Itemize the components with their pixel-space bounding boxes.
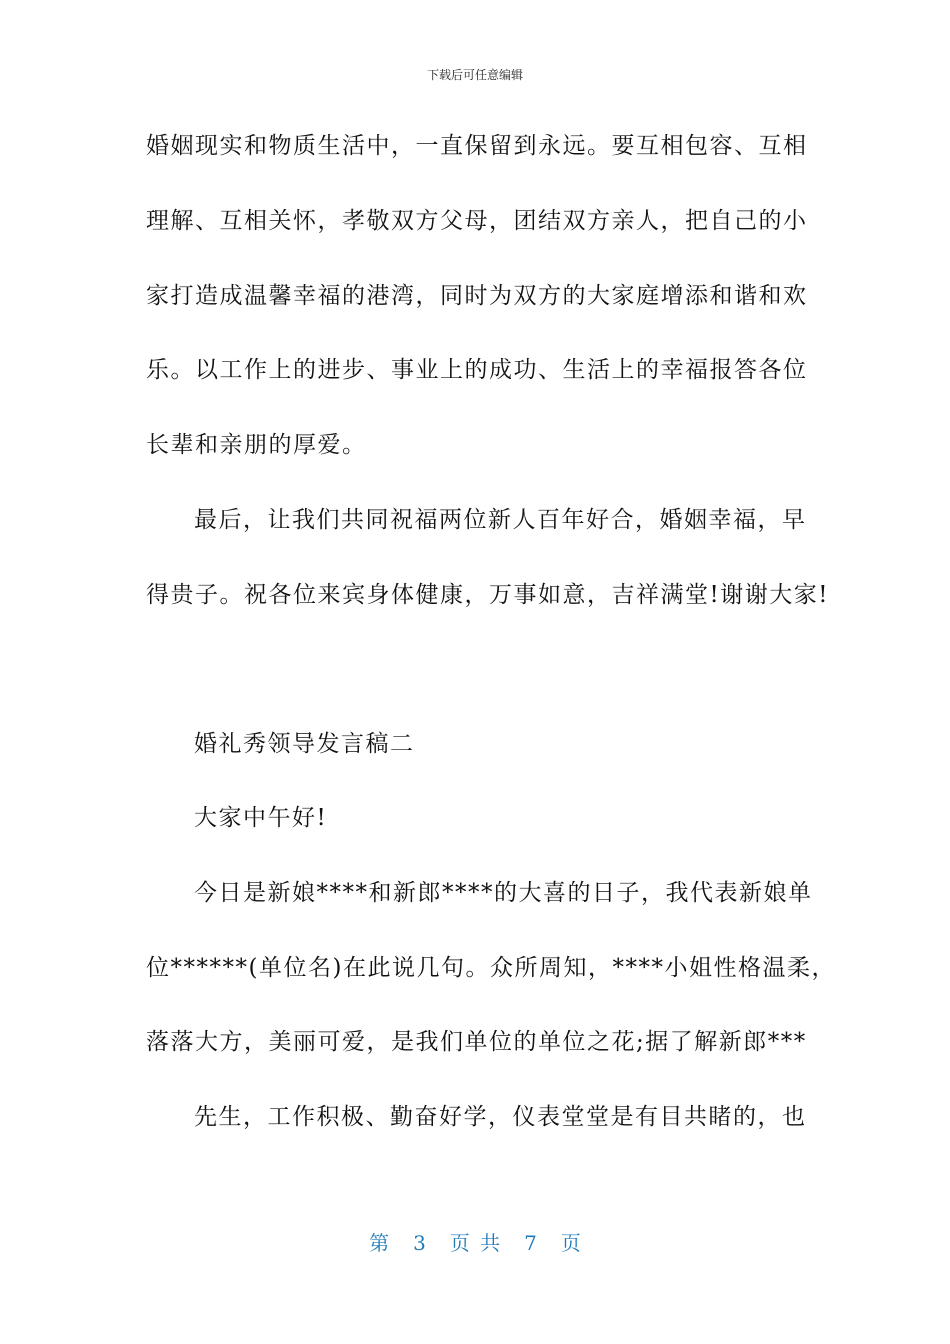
footer-current-page: 3 [413, 1231, 426, 1255]
body-line: 最后，让我们共同祝福两位新人百年好合，婚姻幸福，早 [194, 507, 807, 533]
footer-label-end: 页 [560, 1231, 581, 1255]
body-line: 先生，工作积极、勤奋好学，仪表堂堂是有目共睹的，也 [194, 1104, 807, 1130]
page-footer [0, 1227, 950, 1256]
footer-total-pages: 7 [524, 1231, 537, 1255]
body-line: 家打造成温馨幸福的港湾，同时为双方的大家庭增添和谐和欢 [146, 283, 808, 309]
body-line: 落落大方，美丽可爱，是我们单位的单位之花;据了解新郎*** [146, 1029, 807, 1055]
body-line: 今日是新娘****和新郎****的大喜的日子，我代表新娘单 [194, 880, 813, 906]
body-line: 婚姻现实和物质生活中，一直保留到永远。要互相包容、互相 [146, 133, 808, 159]
section-heading: 婚礼秀领导发言稿二 [194, 731, 415, 757]
page-header: 下载后可任意编辑 [426, 68, 523, 82]
body-line: 位******(单位名)在此说几句。众所周知，****小姐性格温柔， [146, 955, 836, 981]
body-line: 理解、互相关怀，孝敬双方父母，团结双方亲人，把自己的小 [146, 208, 808, 234]
body-line: 乐。以工作上的进步、事业上的成功、生活上的幸福报答各位 [146, 357, 808, 383]
body-line: 得贵子。祝各位来宾身体健康，万事如意，吉祥满堂!谢谢大家! [146, 582, 829, 608]
footer-label-page: 第 [369, 1231, 390, 1255]
body-line: 长辈和亲朋的厚爱。 [146, 432, 367, 458]
footer-label-total: 页 共 [449, 1231, 501, 1255]
greeting-line: 大家中午好! [194, 805, 328, 831]
